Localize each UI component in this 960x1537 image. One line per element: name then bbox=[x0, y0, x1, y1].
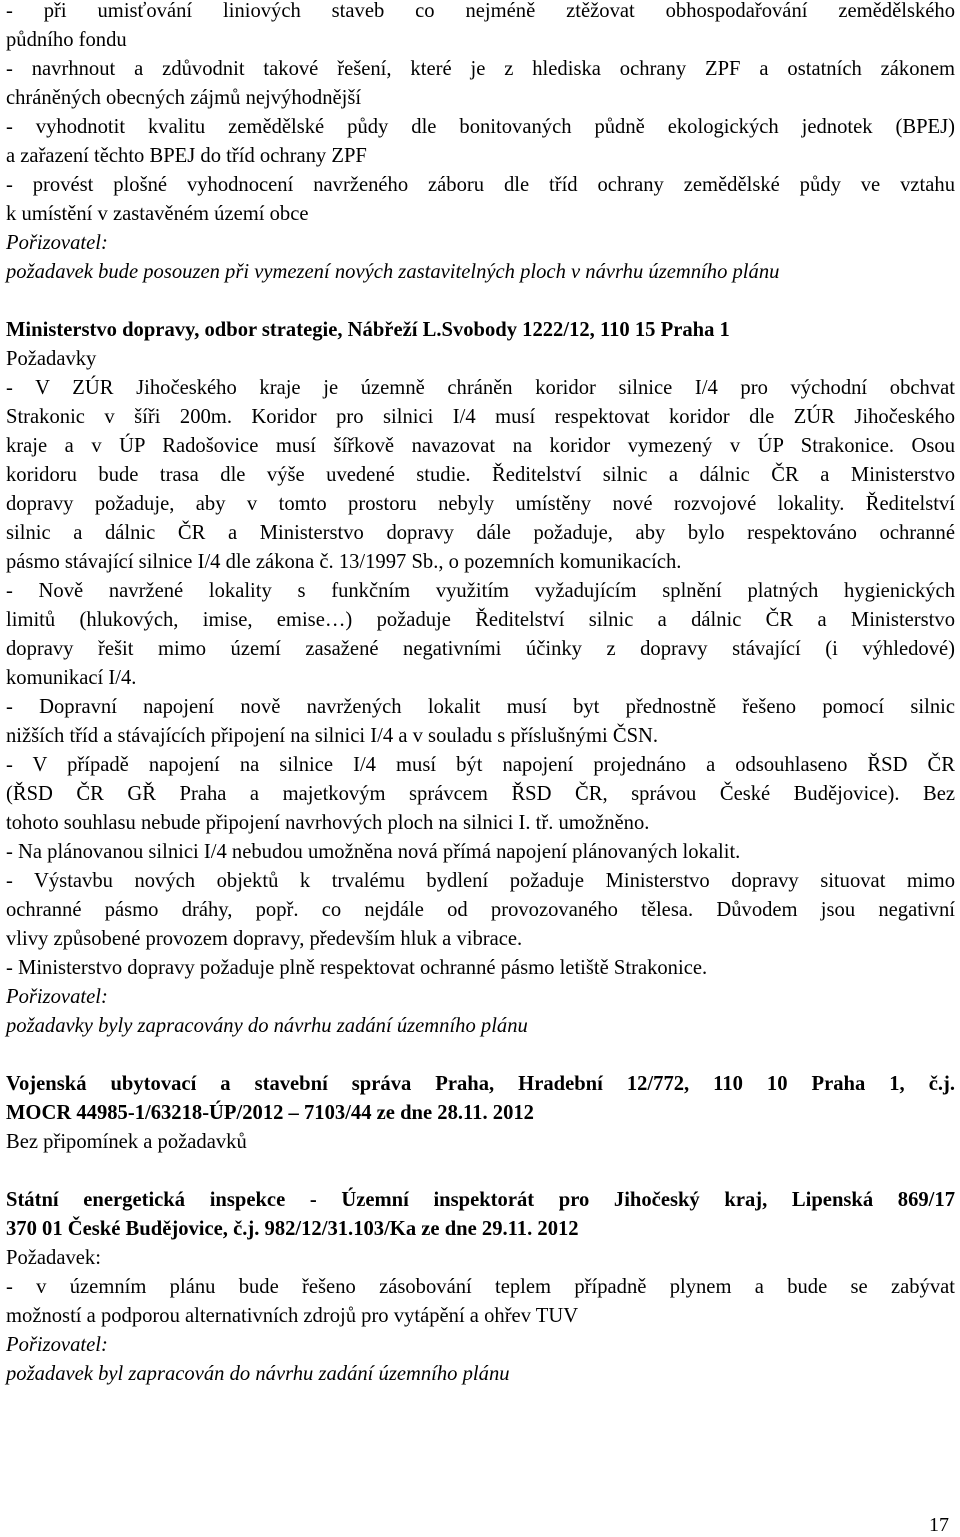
text-line: dopravy požaduje, aby v tomto prostoru nebyly umístěny nové rozvojové lokality. Ředitelství bbox=[6, 493, 955, 515]
text-line: - provést plošné vyhodnocení navrženého záboru dle tříd ochrany zemědělské půdy ve vztahu bbox=[6, 174, 955, 196]
text-line: limitů (hlukových, imise, emise…) požaduje Ředitelství silnic a dálnic ČR a Ministerstvo bbox=[6, 609, 955, 631]
text-line: Strakonic v šíři 200m. Koridor pro silnici I/4 musí respektovat koridor dle ZÚR Jihočeského bbox=[6, 406, 955, 428]
text-line: - V případě napojení na silnice I/4 musí být napojení projednáno a odsouhlaseno ŘSD ČR bbox=[6, 754, 955, 776]
text-line: komunikací I/4. bbox=[6, 667, 137, 689]
text-line: - Výstavbu nových objektů k trvalému bydlení požaduje Ministerstvo dopravy situovat mimo bbox=[6, 870, 955, 892]
section-heading: Vojenská ubytovací a stavební správa Praha, Hradební 12/772, 110 10 Praha 1, č.j. bbox=[6, 1073, 955, 1095]
text-line: Bez připomínek a požadavků bbox=[6, 1131, 247, 1153]
text-line: - navrhnout a zdůvodnit takové řešení, které je z hlediska ochrany ZPF a ostatních zákonem bbox=[6, 58, 955, 80]
procurer-response: požadavek bude posouzen při vymezení nových zastavitelných ploch v návrhu územního plánu bbox=[6, 261, 780, 283]
procurer-label: Pořizovatel: bbox=[6, 232, 108, 254]
requirement-label: Požadavek: bbox=[6, 1247, 101, 1269]
text-line: - při umisťování liniových staveb co nejméně ztěžovat obhospodařování zemědělského bbox=[6, 0, 955, 22]
text-line: půdního fondu bbox=[6, 29, 127, 51]
text-line: pásmo stávající silnice I/4 dle zákona č. 13/1997 Sb., o pozemních komunikacích. bbox=[6, 551, 682, 573]
text-line: - Nově navržené lokality s funkčním využitím vyžadujícím splnění platných hygienických bbox=[6, 580, 955, 602]
section-heading: Státní energetická inspekce - Územní inspektorát pro Jihočeský kraj, Lipenská 869/17 bbox=[6, 1189, 955, 1211]
text-line: ochranné pásmo dráhy, popř. co nejdále od provozovaného tělesa. Důvodem jsou negativní bbox=[6, 899, 955, 921]
text-line: nižších tříd a stávajících připojení na silnici I/4 a v souladu s příslušnými ČSN. bbox=[6, 725, 659, 747]
text-line: - v územním plánu bude řešeno zásobování teplem případně plynem a bude se zabývat bbox=[6, 1276, 955, 1298]
document-page bbox=[6, 0, 955, 1389]
text-line: a zařazení těchto BPEJ do tříd ochrany ZPF bbox=[6, 145, 367, 167]
text-line: (ŘSD ČR GŘ Praha a majetkovým správcem ŘSD ČR, správou České Budějovice). Bez bbox=[6, 783, 955, 805]
section-heading: MOCR 44985-1/63218-ÚP/2012 – 7103/44 ze dne 28.11. 2012 bbox=[6, 1102, 534, 1124]
procurer-response: požadavky byly zapracovány do návrhu zadání územního plánu bbox=[6, 1015, 528, 1037]
section-heading: 370 01 České Budějovice, č.j. 982/12/31.103/Ka ze dne 29.11. 2012 bbox=[6, 1218, 579, 1240]
text-line: - Na plánovanou silnici I/4 nebudou umožněna nová přímá napojení plánovaných lokalit. bbox=[6, 841, 741, 863]
text-line: k umístění v zastavěném území obce bbox=[6, 203, 309, 225]
requirements-label: Požadavky bbox=[6, 348, 97, 370]
procurer-label: Pořizovatel: bbox=[6, 986, 108, 1008]
paragraph-gap bbox=[6, 1157, 955, 1186]
paragraph-gap bbox=[6, 1041, 955, 1070]
paragraph-gap bbox=[6, 287, 955, 316]
text-line: chráněných obecných zájmů nejvýhodnější bbox=[6, 87, 362, 109]
text-line: - Ministerstvo dopravy požaduje plně respektovat ochranné pásmo letiště Strakonice. bbox=[6, 957, 708, 979]
text-line: vlivy způsobené provozem dopravy, především hluk a vibrace. bbox=[6, 928, 523, 950]
section-heading: Ministerstvo dopravy, odbor strategie, Nábřeží L.Svobody 1222/12, 110 15 Praha 1 bbox=[6, 319, 730, 341]
text-line: - vyhodnotit kvalitu zemědělské půdy dle bonitovaných půdně ekologických jednotek (BPEJ) bbox=[6, 116, 955, 138]
text-line: koridoru bude trasa dle výše uvedené studie. Ředitelství silnic a dálnic ČR a Ministerstvo bbox=[6, 464, 955, 486]
text-line: - Dopravní napojení nově navržených lokalit musí byt přednostně řešeno pomocí silnic bbox=[6, 696, 955, 718]
text-line: - V ZÚR Jihočeského kraje je územně chráněn koridor silnice I/4 pro východní obchvat bbox=[6, 377, 955, 399]
text-line: možností a podporou alternativních zdrojů pro vytápění a ohřev TUV bbox=[6, 1305, 579, 1327]
text-line: dopravy řešit mimo území zasažené negativními účinky z dopravy stávající (i výhledové) bbox=[6, 638, 955, 660]
text-line: kraje a v ÚP Radošovice musí šířkově navazovat na koridor vymezený v ÚP Strakonice. Osou bbox=[6, 435, 955, 457]
procurer-response: požadavek byl zapracován do návrhu zadání územního plánu bbox=[6, 1363, 510, 1385]
procurer-label: Pořizovatel: bbox=[6, 1334, 108, 1356]
page-number: 17 bbox=[929, 1514, 949, 1536]
text-line: silnic a dálnic ČR a Ministerstvo dopravy dále požaduje, aby bylo respektováno ochranné bbox=[6, 522, 955, 544]
text-line: tohoto souhlasu nebude připojení navrhových ploch na silnici I. tř. umožněno. bbox=[6, 812, 650, 834]
